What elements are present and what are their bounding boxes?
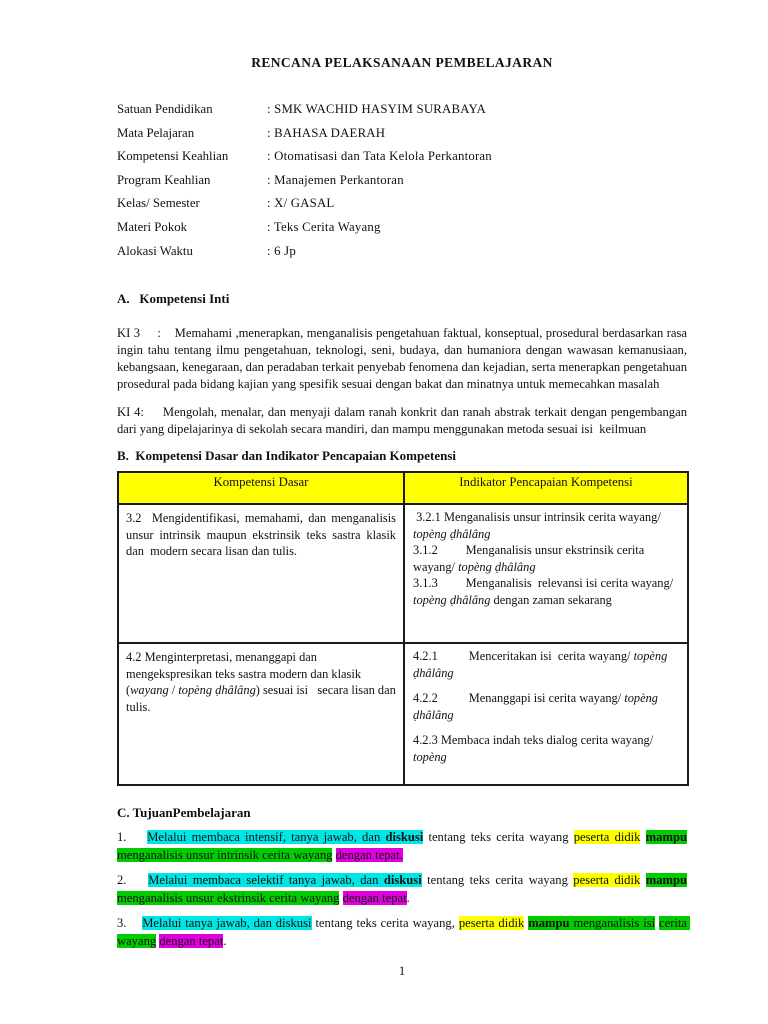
meta-label: Program Keahlian [117, 172, 211, 187]
meta-value: : Otomatisasi dan Tata Kelola Perkantoran [267, 149, 492, 164]
meta-value: : 6 Jp [267, 243, 296, 258]
ipk-item: 3.1.2 Menganalisis unsur ekstrinsik cerita wayang/ topèng ḍhâlâng [413, 543, 645, 574]
table-row [118, 643, 688, 785]
meta-value: : X/ GASAL [267, 196, 335, 211]
ipk-item: 3.1.3 Menganalisis relevansi isi cerita wayang/ topèng ḍhâlâng dengan zaman sekarang [413, 576, 674, 607]
table-row [118, 504, 688, 643]
meta-row-mata-pelajaran [117, 122, 687, 146]
ipk-cell-3-2 [404, 504, 688, 643]
section-a-heading: A. Kompetensi Inti [117, 291, 230, 307]
meta-value: : SMK WACHID HASYIM SURABAYA [267, 102, 486, 116]
table-header-indikator: Indikator Pencapaian Kompetensi [404, 472, 688, 504]
meta-row-satuan-pendidikan [117, 98, 687, 122]
ipk-cell-4-2 [404, 643, 688, 785]
meta-row-materi-pokok [117, 216, 687, 240]
table-header-row [118, 472, 688, 504]
ipk-item: 4.2.1 Menceritakan isi cerita wayang/ topèng ḍhâlâng [413, 649, 668, 680]
ipk-item: 3.2.1 Menganalisis unsur intrinsik cerita wayang/ topèng ḍhâlâng [413, 510, 661, 541]
document-title: RENCANA PELAKSANAAN PEMBELAJARAN [251, 55, 553, 70]
ipk-item: 4.2.3 Membaca indah teks dialog cerita wayang/ topèng [413, 733, 654, 764]
kd-cell-4-2: 4.2 Menginterpretasi, menanggapi dan mengekspresikan teks sastra modern dan klasik (wayang / topèng ḍhâlâng) sesuai isi secara lisan dan tulis. [118, 643, 404, 785]
table-header-kompetensi-dasar: Kompetensi Dasar [118, 472, 404, 504]
objective-item-2: 2. Melalui membaca selektif tanya jawab, dan diskusi tentang teks cerita wayang peserta didik mampu menganalisis unsur ekstrinsik cerita wayang dengan tepat. [117, 873, 688, 905]
meta-label: Materi Pokok [117, 219, 188, 234]
objective-item-1: 1. Melalui membaca intensif, tanya jawab, dan diskusi tentang teks cerita wayang peserta didik mampu menganalisis unsur intrinsik cerita wayang dengan tepat. [117, 830, 687, 862]
section-b-heading: B. Kompetensi Dasar dan Indikator Pencapaian Kompetensi [117, 448, 457, 464]
ki4-paragraph: KI 4: Mengolah, menalar, dan menyaji dalam ranah konkrit dan ranah abstrak terkait dengan pengembangan dari yang dipelajarinya di sekolah secara mandiri, dan mampu menggunakan metoda sesuai isi keilmuan [117, 405, 691, 437]
metadata-block [117, 98, 687, 263]
meta-row-alokasi-waktu [117, 240, 687, 264]
document-content [117, 0, 691, 979]
ipk-item: 4.2.2 Menanggapi isi cerita wayang/ topèng ḍhâlâng [413, 691, 659, 722]
meta-label: Kompetensi Keahlian [117, 149, 229, 164]
kd-ipk-table [117, 471, 689, 786]
meta-label: Alokasi Waktu [117, 243, 193, 258]
meta-value: : Teks Cerita Wayang [267, 219, 381, 234]
meta-row-program-keahlian [117, 169, 687, 193]
meta-value: : BAHASA DAERAH [267, 125, 386, 140]
page-number: 1 [398, 964, 406, 979]
meta-row-kompetensi-keahlian [117, 145, 687, 169]
objective-item-3: 3. Melalui tanya jawab, dan diskusi tentang teks cerita wayang, peserta didik mampu menganalisis isi cerita wayang dengan tepat. [117, 916, 691, 948]
meta-value: : Manajemen Perkantoran [267, 172, 404, 187]
kd-cell-3-2: 3.2 Mengidentifikasi, memahami, dan menganalisis unsur intrinsik maupun ekstrinsik teks sastra klasik dan modern secara lisan dan tulis. [118, 504, 404, 643]
section-c-heading: C. TujuanPembelajaran [117, 805, 251, 821]
meta-label: Satuan Pendidikan [117, 102, 213, 116]
ki3-paragraph: KI 3 : Memahami ,menerapkan, menganalisis pengetahuan faktual, konseptual, prosedural berdasarkan rasa ingin tahu tentang ilmu pengetahuan, teknologi, seni, budaya, dan humaniora dengan wawasan kemanusiaan, kebangsaan, kenegaraan, dan peradaban terkait penyebab fenomena dan kejadian, serta menerapkan pengetahuan prosedural pada bidang kajian yang spesifik sesuai dengan bakat dan minatnya untuk memecahkan masalah [117, 326, 691, 392]
meta-row-kelas-semester [117, 192, 687, 216]
meta-label: Kelas/ Semester [117, 196, 200, 211]
meta-label: Mata Pelajaran [117, 125, 195, 140]
